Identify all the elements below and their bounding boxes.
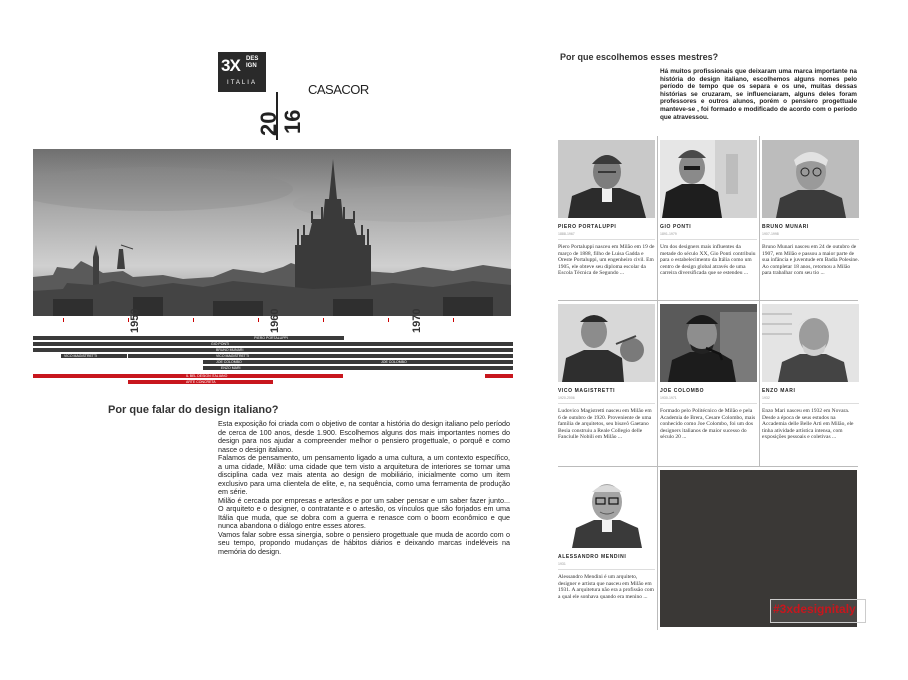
right-intro-text: Há muitos profissionais que deixaram uma marca importante na história do design italiano, escolhemos alguns nomes pelo período de tempo que os separa e os une, muitas dessas histórias se cruzaram, se influenciaram, alguns deles foram professores e outros alunos, porém o pensiero progettuale manteve-se , foi formado e modificado de acordo com o período que atravessou.	[660, 68, 857, 121]
designer-card-colombo	[660, 304, 757, 441]
designer-years: 1888-1967	[558, 232, 575, 236]
left-paragraph: Esta exposição foi criada com o objetivo de contar a história do design italiano pelo período de cerca de 100 anos, desde 1.900. Escolhemos alguns dos mais importantes nomes do design para nos ajudar a compreender melhor o pensiero progettuale, o porquê e como nasce o design italiano.	[218, 419, 510, 454]
timeline-label-arte-concreta: ARTE CONCRETA	[183, 380, 219, 384]
card-rule	[660, 403, 757, 404]
designer-bio: Bruno Munari nasceu em 24 de outubro de 1907, em Milão e passou a maior parte de sua infância e juventude em Badia Polesine. Ao completar 18 anos, retornou a Milão para trabalhar com seu tio ...	[762, 244, 859, 277]
decade-label-1950: 1950	[129, 308, 141, 333]
designer-bio: Um dos designers mais influentes da metade do século XX, Gio Ponti contribuiu para o estabelecimento da Itália como um centro de design global através de uma carreira diversificada que se estendeu ...	[660, 244, 756, 277]
designer-photo	[762, 304, 859, 382]
portrait-image	[660, 304, 757, 382]
timeline-bar	[33, 342, 213, 346]
designer-name: JOE COLOMBO	[660, 388, 705, 394]
timeline-tick	[193, 318, 194, 322]
designer-years: 1930-1971	[660, 396, 677, 400]
timeline-bar	[128, 354, 513, 358]
timeline-label-colombo: JOE COLOMBO	[213, 360, 245, 364]
portrait-image	[660, 140, 757, 218]
designer-bio: Formado pelo Politécnico de Milão e pela Academia de Brera, Cesare Colombo, mais conhecido como Joe Colombo, foi um dos designers italianos de maior sucesso do século 20 ...	[660, 408, 756, 441]
timeline-label-magistretti: VICO MAGISTRETTI	[61, 354, 127, 358]
exhibition-logo	[218, 52, 369, 142]
timeline-bar-bel-design-2	[485, 374, 513, 378]
hashtag-text: #3xdesignitaly	[773, 602, 856, 616]
designer-bio: Piero Portaluppi nasceu em Milão em 19 de março de 1888, filho de Luisa Gadda e Oreste Portaluppi, um engenheiro civil. Em 1905, ele obteve seu diploma escolar da Escola Técnica de Segundo ...	[558, 244, 655, 277]
designer-name: ALESSANDRO MENDINI	[558, 554, 627, 560]
portrait-image	[762, 140, 859, 218]
right-section-heading: Por que escolhemos esses mestres?	[560, 52, 719, 62]
designer-name: BRUNO MUNARI	[762, 224, 809, 230]
left-body-text	[218, 420, 510, 556]
timeline-bar	[33, 336, 198, 340]
logo-italia-text: ITALIA	[227, 80, 257, 86]
designer-card-magistretti	[558, 304, 655, 441]
card-rule	[558, 569, 655, 570]
timeline-tick	[323, 318, 324, 322]
timeline-bar	[203, 366, 513, 370]
logo-year-20: 20	[256, 111, 281, 136]
card-rule	[762, 403, 859, 404]
design-timeline	[33, 308, 513, 388]
designer-card-mari	[762, 304, 859, 441]
designer-years: 1907-1998	[762, 232, 779, 236]
card-rule	[762, 239, 859, 240]
designer-name: VICO MAGISTRETTI	[558, 388, 616, 394]
designer-card-mendini	[558, 470, 655, 600]
decade-label-1960: 1960	[269, 308, 281, 333]
timeline-label-bel-design: IL BEL DESIGN ITALIANO	[183, 374, 230, 378]
portrait-image	[558, 304, 655, 382]
designer-years: 1920-2006	[558, 396, 575, 400]
timeline-tick	[453, 318, 454, 322]
timeline-label-ponti: GIO PONTI	[208, 342, 274, 346]
designer-bio: Ludovico Magistretti nasceu em Milão em 6 de outubro de 1920. Proveniente de uma família de arquitetos, seu bisavô Gaetano Besia construiu a Reale Collegio delle Fanciulle Nobili em Milão ...	[558, 408, 652, 441]
card-rule	[558, 239, 655, 240]
timeline-bar	[273, 342, 513, 346]
designer-name: PIERO PORTALUPPI	[558, 224, 617, 230]
portrait-image	[558, 140, 655, 218]
timeline-tick	[258, 318, 259, 322]
left-section-heading: Por que falar do design italiano?	[108, 404, 279, 416]
logo-design-text: DES IGN	[246, 56, 259, 69]
logo-3x-text: 3X	[221, 56, 240, 75]
designer-photo	[660, 140, 757, 218]
timeline-bar	[33, 348, 513, 352]
left-paragraph: Falamos de pensamento, um pensamento ligado a uma cultura, a um contexto específico, a uma cidade, Milão: uma cidade que tem visto a arquitetura de interiores se tornar uma disciplina cada vez mais atenta ao design de mobiliário, inicialmente como um item exclusivo para uma clientela de elite, e, na sequência, como uma ferramenta de produção em série.	[218, 453, 510, 496]
designer-years: 1932	[762, 396, 770, 400]
designer-card-portaluppi	[558, 140, 655, 277]
card-rule	[558, 403, 655, 404]
designer-bio: Enzo Mari nasceu em 1932 em Novara. Desde a época de seus estudos na Accademia delle Belle Arti em Milão, ele tinha atividade artística intensa, com exposições pessoais e coletivas ...	[762, 408, 854, 441]
milan-skyline-photo	[33, 149, 511, 316]
portrait-image	[558, 470, 655, 548]
timeline-label-mari: ENZO MARI	[218, 366, 243, 370]
timeline-bar	[203, 360, 513, 364]
decade-label-1970: 1970	[411, 308, 423, 333]
portrait-image	[762, 304, 859, 382]
card-rule	[660, 239, 757, 240]
designer-name: ENZO MARI	[762, 388, 796, 394]
designer-bio: Alessandro Mendini é um arquiteto, designer e artista que nasceu em Milão em 1931. A arquitetura não era a profissão com a qual ele sonhava quando era menino ...	[558, 574, 654, 600]
designer-card-ponti	[660, 140, 757, 277]
designer-years: 1931	[558, 562, 566, 566]
casacor-logo-text: CASACOR	[308, 82, 369, 97]
3x-design-logo-box	[218, 52, 266, 92]
grid-divider	[759, 136, 760, 466]
designer-years: 1891-1979	[660, 232, 677, 236]
designer-photo	[762, 140, 859, 218]
grid-divider	[558, 466, 858, 467]
grid-divider	[657, 136, 658, 630]
timeline-label-colombo-2: JOE COLOMBO	[378, 360, 410, 364]
designer-photo	[558, 140, 655, 218]
designer-photo	[558, 470, 655, 548]
timeline-label-munari: BRUNO MUNARI	[213, 348, 246, 352]
designer-name: GIO PONTI	[660, 224, 692, 230]
left-paragraph: Vamos falar sobre essa sinergia, sobre o pensiero progettuale que muda de acordo com o seu tempo, propondo mudanças de hábitos diários e deixando marcas indeléveis na memória do design.	[218, 529, 510, 556]
designer-photo	[660, 304, 757, 382]
timeline-label-portaluppi: PIERO PORTALUPPI	[198, 336, 344, 340]
designer-photo	[558, 304, 655, 382]
designer-card-munari	[762, 140, 859, 277]
left-paragraph: Milão é cercada por empresas e artesãos e por um saber pensar e um saber fazer junto... O arquiteto e o designer, o contratante e o artesão, os vínculos que são forjados em uma Itália que muda, que se dobra com a guerra e renasce com o boom econômico e que nunca abandona o diálogo entre esses atores.	[218, 495, 510, 530]
timeline-label-magistretti-2: VICO MAGISTRETTI	[213, 354, 252, 358]
timeline-tick	[63, 318, 64, 322]
logo-year-16: 16	[280, 109, 305, 134]
grid-divider	[558, 300, 858, 301]
timeline-tick	[388, 318, 389, 322]
